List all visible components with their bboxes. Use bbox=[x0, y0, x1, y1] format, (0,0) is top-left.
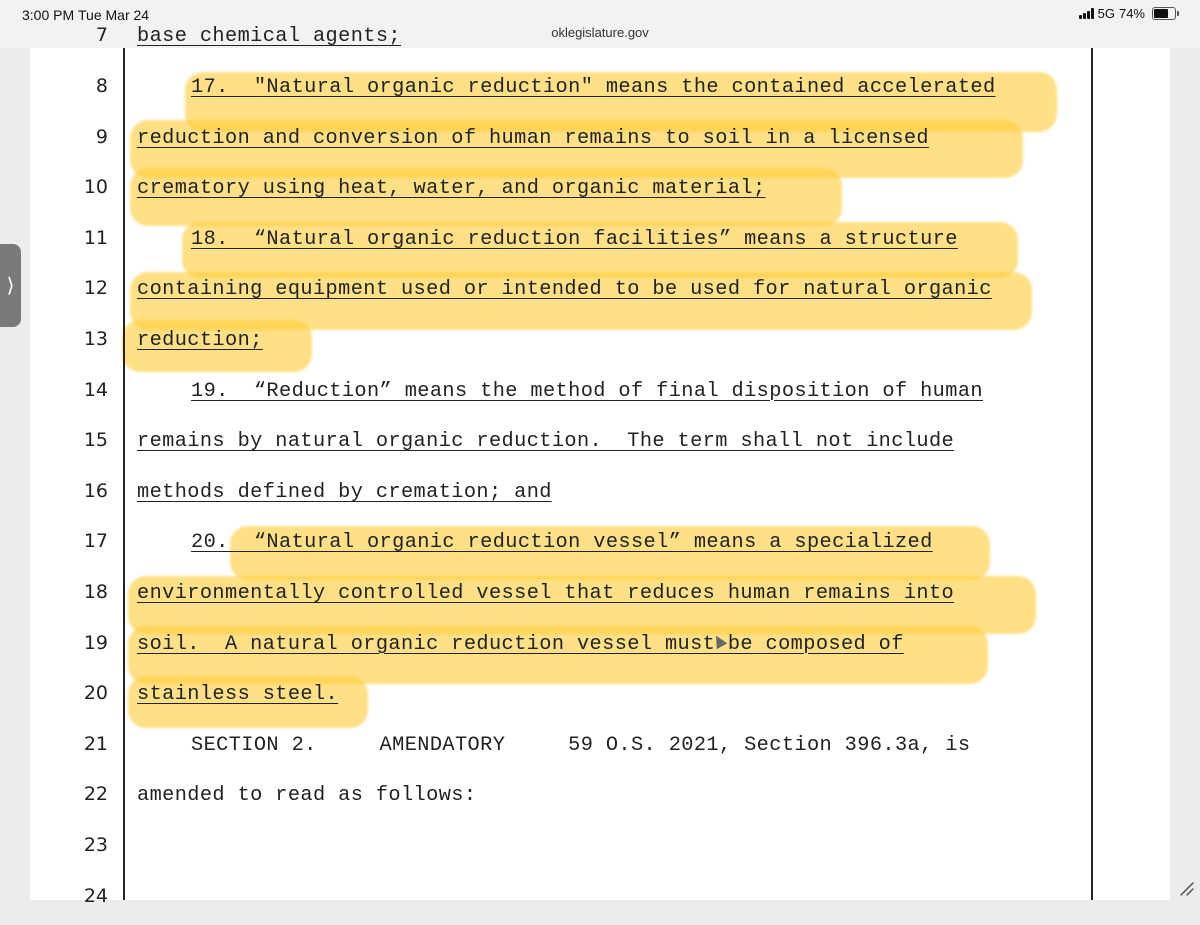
document-line bbox=[30, 824, 1170, 874]
line-text: base chemical agents; bbox=[137, 25, 401, 49]
document-line bbox=[30, 571, 1170, 621]
document-line bbox=[30, 470, 1170, 520]
line-number: 8 bbox=[95, 75, 108, 97]
document-line bbox=[30, 723, 1170, 773]
line-number: 13 bbox=[83, 328, 108, 350]
line-text: remains by natural organic reduction. The term shall not include bbox=[137, 430, 955, 454]
line-number: 16 bbox=[83, 479, 108, 502]
line-text: amended to read as follows: bbox=[137, 784, 477, 808]
document-line bbox=[30, 217, 1170, 267]
line-number: 24 bbox=[83, 884, 108, 907]
document-line bbox=[30, 318, 1170, 368]
line-number: 20 bbox=[83, 682, 108, 705]
line-number: 23 bbox=[83, 834, 108, 856]
line-number: 21 bbox=[83, 732, 108, 755]
line-number: 19 bbox=[83, 631, 108, 654]
line-text: soil. A natural organic reduction vessel must be composed of bbox=[137, 632, 904, 656]
document-line bbox=[30, 166, 1170, 216]
document-line bbox=[30, 65, 1170, 115]
document-line bbox=[30, 672, 1170, 722]
line-number: 15 bbox=[83, 429, 108, 452]
line-number: 7 bbox=[95, 24, 108, 47]
line-text: stainless steel. bbox=[137, 683, 339, 707]
line-text: reduction; bbox=[137, 329, 263, 352]
line-number: 18 bbox=[83, 581, 108, 603]
document-line bbox=[30, 116, 1170, 166]
document-line bbox=[30, 773, 1170, 823]
document-line bbox=[30, 14, 1170, 64]
battery-percent: 74% bbox=[1118, 6, 1145, 21]
line-text: methods defined by cremation; and bbox=[137, 480, 552, 504]
document-line bbox=[30, 622, 1170, 672]
line-text: 18. “Natural organic reduction facilities” means a structure bbox=[191, 227, 958, 251]
line-number: 9 bbox=[95, 125, 108, 148]
document-line bbox=[30, 369, 1170, 419]
line-text: environmentally controlled vessel that reduces human remains into bbox=[137, 582, 955, 605]
line-text: 19. “Reduction” means the method of final disposition of human bbox=[191, 379, 983, 403]
line-text: SECTION 2. AMENDATORY 59 O.S. 2021, Section 396.3a, is bbox=[191, 733, 971, 757]
status-time: 3:00 PM bbox=[22, 7, 75, 23]
resize-handle-icon[interactable] bbox=[1178, 880, 1194, 896]
line-text: 20. “Natural organic reduction vessel” means a specialized bbox=[191, 531, 933, 555]
line-text: containing equipment used or intended to be used for natural organic bbox=[137, 278, 992, 302]
network-type: 5G bbox=[1097, 6, 1115, 21]
document-line bbox=[30, 267, 1170, 317]
url-bar[interactable]: oklegislature.gov bbox=[551, 25, 649, 40]
line-number: 14 bbox=[83, 378, 108, 401]
sidebar-toggle-button[interactable] bbox=[0, 244, 21, 327]
line-number: 17 bbox=[83, 530, 108, 553]
chevron-right-icon: ⟩ bbox=[6, 275, 15, 297]
status-date: Tue Mar 24 bbox=[78, 7, 150, 23]
line-number: 11 bbox=[83, 226, 108, 249]
document-line bbox=[30, 875, 1170, 925]
line-text: crematory using heat, water, and organic material; bbox=[137, 177, 766, 201]
document-line bbox=[30, 520, 1170, 570]
line-number: 12 bbox=[83, 277, 108, 300]
document-line bbox=[30, 419, 1170, 469]
line-text: 17. "Natural organic reduction" means the contained accelerated bbox=[191, 76, 996, 99]
line-text: reduction and conversion of human remains to soil in a licensed bbox=[137, 126, 929, 150]
line-number: 10 bbox=[83, 176, 108, 199]
line-number: 22 bbox=[83, 783, 108, 806]
